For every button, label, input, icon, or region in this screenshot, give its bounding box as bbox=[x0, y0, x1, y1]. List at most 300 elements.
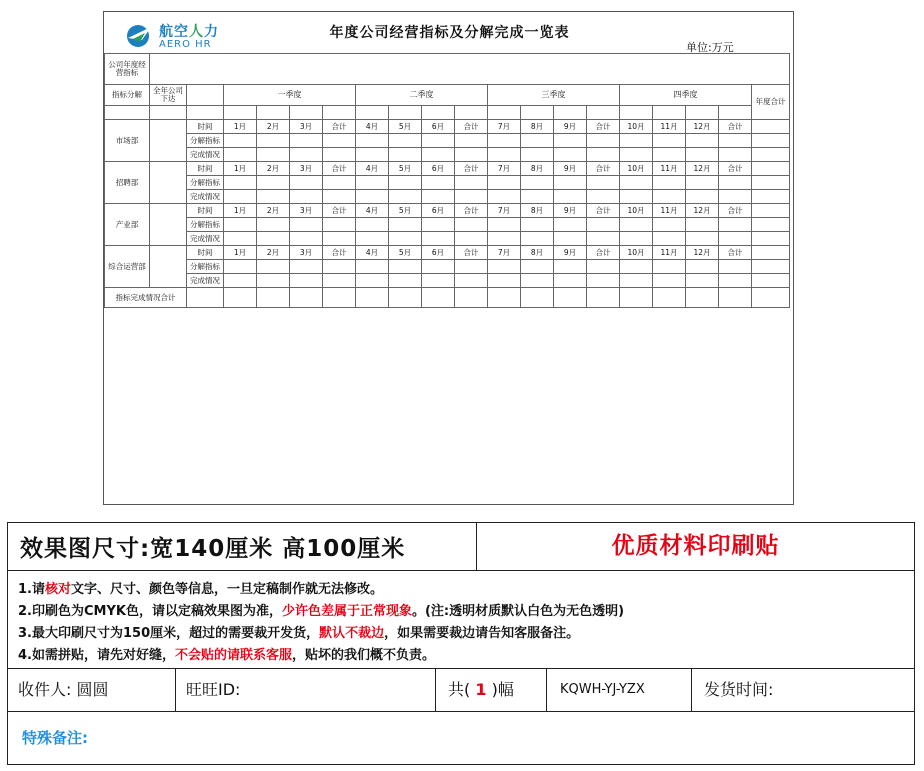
value-cell[interactable] bbox=[653, 190, 686, 204]
logo-text-en: AERO HR bbox=[159, 39, 212, 50]
month-header: 7月 bbox=[488, 162, 521, 176]
month-header: 合计 bbox=[719, 246, 752, 260]
value-cell[interactable] bbox=[290, 176, 323, 190]
recipient-field[interactable]: 收件人: 圆圆 bbox=[18, 680, 109, 699]
header-spacer-cell bbox=[653, 106, 686, 120]
value-cell[interactable] bbox=[554, 134, 587, 148]
dept-time-row bbox=[105, 246, 790, 260]
value-cell[interactable] bbox=[389, 148, 422, 162]
value-cell[interactable] bbox=[257, 190, 290, 204]
dept-sub-row bbox=[105, 148, 790, 162]
sub-row-label: 完成情况 bbox=[187, 274, 224, 288]
value-cell[interactable] bbox=[422, 260, 455, 274]
month-header: 合计 bbox=[587, 120, 620, 134]
promo-text: 优质材料印刷贴 bbox=[611, 533, 780, 559]
dept-sub-row bbox=[105, 218, 790, 232]
month-header: 4月 bbox=[356, 246, 389, 260]
month-header: 合计 bbox=[323, 162, 356, 176]
total-value-cell[interactable] bbox=[686, 288, 719, 308]
value-cell[interactable] bbox=[257, 148, 290, 162]
value-cell[interactable] bbox=[290, 274, 323, 288]
value-cell[interactable] bbox=[323, 274, 356, 288]
value-cell[interactable] bbox=[356, 232, 389, 246]
month-header: 5月 bbox=[389, 162, 422, 176]
month-header: 10月 bbox=[620, 204, 653, 218]
total-value-cell[interactable] bbox=[187, 288, 224, 308]
value-cell[interactable] bbox=[752, 148, 790, 162]
department-name: 招聘部 bbox=[105, 162, 150, 204]
effect-size-text: 效果图尺寸:宽140厘米 高100厘米 bbox=[20, 536, 406, 562]
value-cell[interactable] bbox=[224, 260, 257, 274]
total-value-cell[interactable] bbox=[752, 288, 790, 308]
value-cell[interactable] bbox=[224, 218, 257, 232]
full-year-value-cell[interactable] bbox=[150, 204, 187, 246]
month-header: 合计 bbox=[587, 162, 620, 176]
value-cell[interactable] bbox=[521, 176, 554, 190]
value-cell[interactable] bbox=[389, 218, 422, 232]
value-cell[interactable] bbox=[752, 190, 790, 204]
value-cell[interactable] bbox=[323, 134, 356, 148]
value-cell[interactable] bbox=[686, 218, 719, 232]
month-header: 5月 bbox=[389, 204, 422, 218]
note-text: 1.请 bbox=[18, 582, 45, 597]
value-cell[interactable] bbox=[554, 190, 587, 204]
value-cell[interactable] bbox=[653, 176, 686, 190]
value-cell[interactable] bbox=[686, 232, 719, 246]
header-spacer-cell bbox=[150, 106, 187, 120]
size-row bbox=[8, 523, 914, 571]
note-text: 2.印刷色为CMYK色，请以定稿效果图为准， bbox=[18, 604, 282, 619]
value-cell[interactable] bbox=[455, 148, 488, 162]
value-cell[interactable] bbox=[422, 176, 455, 190]
value-cell[interactable] bbox=[620, 134, 653, 148]
header-spacer-cell bbox=[719, 106, 752, 120]
time-label: 时间 bbox=[187, 204, 224, 218]
dept-time-row bbox=[105, 120, 790, 134]
header-spacer-cell bbox=[521, 106, 554, 120]
note-line-1 bbox=[18, 578, 383, 597]
value-cell[interactable] bbox=[554, 218, 587, 232]
value-cell[interactable] bbox=[521, 260, 554, 274]
value-cell[interactable] bbox=[257, 274, 290, 288]
full-year-value-cell[interactable] bbox=[150, 162, 187, 204]
month-header: 12月 bbox=[686, 246, 719, 260]
value-cell[interactable] bbox=[653, 134, 686, 148]
value-cell[interactable] bbox=[587, 232, 620, 246]
month-header: 3月 bbox=[290, 246, 323, 260]
remark-row bbox=[8, 711, 914, 764]
value-cell[interactable] bbox=[356, 190, 389, 204]
value-cell[interactable] bbox=[554, 274, 587, 288]
value-cell[interactable] bbox=[455, 274, 488, 288]
value-cell[interactable] bbox=[422, 190, 455, 204]
month-header: 2月 bbox=[257, 246, 290, 260]
month-header: 合计 bbox=[323, 246, 356, 260]
month-header: 2月 bbox=[257, 120, 290, 134]
value-cell[interactable] bbox=[389, 232, 422, 246]
month-header: 9月 bbox=[554, 204, 587, 218]
sub-row-label: 分解指标 bbox=[187, 134, 224, 148]
value-cell[interactable] bbox=[719, 232, 752, 246]
value-cell[interactable] bbox=[224, 274, 257, 288]
value-cell[interactable] bbox=[257, 232, 290, 246]
month-header: 合计 bbox=[455, 162, 488, 176]
month-header: 合计 bbox=[323, 120, 356, 134]
month-header: 1月 bbox=[224, 204, 257, 218]
value-cell[interactable] bbox=[587, 218, 620, 232]
total-value-cell[interactable] bbox=[422, 288, 455, 308]
value-cell[interactable] bbox=[323, 176, 356, 190]
value-cell[interactable] bbox=[620, 148, 653, 162]
sub-row-label: 完成情况 bbox=[187, 232, 224, 246]
month-header: 11月 bbox=[653, 204, 686, 218]
value-cell[interactable] bbox=[752, 176, 790, 190]
note-text: 。(注:透明材质默认白色为无色透明) bbox=[411, 604, 625, 619]
month-header: 合计 bbox=[719, 162, 752, 176]
value-cell[interactable] bbox=[587, 190, 620, 204]
value-cell[interactable] bbox=[455, 218, 488, 232]
value-cell[interactable] bbox=[554, 148, 587, 162]
value-cell[interactable] bbox=[488, 260, 521, 274]
department-name: 市场部 bbox=[105, 120, 150, 162]
value-cell[interactable] bbox=[389, 176, 422, 190]
value-cell[interactable] bbox=[653, 260, 686, 274]
dept-sub-row bbox=[105, 176, 790, 190]
value-cell[interactable] bbox=[488, 134, 521, 148]
month-header: 合计 bbox=[455, 120, 488, 134]
value-cell[interactable] bbox=[488, 274, 521, 288]
unit-label: 单位:万元 bbox=[686, 41, 734, 54]
value-cell[interactable] bbox=[521, 218, 554, 232]
value-cell[interactable] bbox=[224, 176, 257, 190]
month-header: 3月 bbox=[290, 204, 323, 218]
month-header: 10月 bbox=[620, 120, 653, 134]
month-header: 9月 bbox=[554, 246, 587, 260]
sheet-title: 年度公司经营指标及分解完成一览表 bbox=[329, 25, 570, 41]
value-cell[interactable] bbox=[356, 260, 389, 274]
ship-time-field[interactable]: 发货时间: bbox=[704, 680, 774, 699]
value-cell[interactable] bbox=[521, 274, 554, 288]
value-cell[interactable] bbox=[455, 260, 488, 274]
month-header: 10月 bbox=[620, 246, 653, 260]
sub-row-label: 分解指标 bbox=[187, 218, 224, 232]
month-header: 8月 bbox=[521, 120, 554, 134]
month-header: 合计 bbox=[587, 246, 620, 260]
total-value-cell[interactable] bbox=[290, 288, 323, 308]
value-cell[interactable] bbox=[719, 260, 752, 274]
annual-target-value[interactable] bbox=[150, 54, 790, 85]
header-blank-cell bbox=[187, 85, 224, 106]
note-highlight: 不会贴的请联系客服 bbox=[174, 648, 292, 663]
value-cell[interactable] bbox=[587, 274, 620, 288]
value-cell[interactable] bbox=[323, 148, 356, 162]
value-cell[interactable] bbox=[455, 176, 488, 190]
header-spacer-cell bbox=[105, 106, 150, 120]
value-cell[interactable] bbox=[620, 260, 653, 274]
total-value-cell[interactable] bbox=[389, 288, 422, 308]
annual-total-cell[interactable] bbox=[752, 162, 790, 176]
header-spacer-cell bbox=[620, 106, 653, 120]
value-cell[interactable] bbox=[752, 218, 790, 232]
value-cell[interactable] bbox=[752, 260, 790, 274]
value-cell[interactable] bbox=[290, 232, 323, 246]
value-cell[interactable] bbox=[752, 232, 790, 246]
value-cell[interactable] bbox=[488, 148, 521, 162]
month-header: 合计 bbox=[587, 204, 620, 218]
department-name: 产业部 bbox=[105, 204, 150, 246]
value-cell[interactable] bbox=[587, 176, 620, 190]
time-label: 时间 bbox=[187, 120, 224, 134]
month-header: 4月 bbox=[356, 204, 389, 218]
value-cell[interactable] bbox=[323, 260, 356, 274]
value-cell[interactable] bbox=[422, 218, 455, 232]
month-header: 12月 bbox=[686, 120, 719, 134]
month-header: 9月 bbox=[554, 120, 587, 134]
value-cell[interactable] bbox=[488, 218, 521, 232]
value-cell[interactable] bbox=[620, 176, 653, 190]
value-cell[interactable] bbox=[422, 274, 455, 288]
annual-target-label: 公司年度经营指标 bbox=[105, 54, 150, 85]
special-remark-label: 特殊备注: bbox=[22, 729, 88, 747]
month-header: 4月 bbox=[356, 162, 389, 176]
value-cell[interactable] bbox=[257, 176, 290, 190]
month-header: 1月 bbox=[224, 120, 257, 134]
total-value-cell[interactable] bbox=[653, 288, 686, 308]
wangwang-id-field[interactable]: 旺旺ID: bbox=[186, 680, 241, 699]
annual-total-header: 年度合计 bbox=[752, 85, 790, 120]
total-value-cell[interactable] bbox=[323, 288, 356, 308]
value-cell[interactable] bbox=[521, 148, 554, 162]
value-cell[interactable] bbox=[686, 134, 719, 148]
month-header: 9月 bbox=[554, 162, 587, 176]
value-cell[interactable] bbox=[389, 274, 422, 288]
note-text: 4.如需拼贴，请先对好缝， bbox=[18, 648, 175, 663]
month-header: 1月 bbox=[224, 246, 257, 260]
value-cell[interactable] bbox=[752, 274, 790, 288]
full-year-value-cell[interactable] bbox=[150, 246, 187, 288]
dept-sub-row bbox=[105, 190, 790, 204]
value-cell[interactable] bbox=[620, 190, 653, 204]
logo-text-cn: 航空人力 bbox=[159, 24, 219, 40]
value-cell[interactable] bbox=[554, 176, 587, 190]
month-header: 8月 bbox=[521, 204, 554, 218]
value-cell[interactable] bbox=[719, 134, 752, 148]
value-cell[interactable] bbox=[323, 190, 356, 204]
value-cell[interactable] bbox=[356, 134, 389, 148]
month-header: 11月 bbox=[653, 120, 686, 134]
value-cell[interactable] bbox=[356, 148, 389, 162]
header-spacer-cell bbox=[686, 106, 719, 120]
value-cell[interactable] bbox=[422, 232, 455, 246]
note-text: ，如果需要裁边请告知客服备注。 bbox=[384, 626, 580, 641]
total-row bbox=[105, 288, 790, 308]
total-value-cell[interactable] bbox=[620, 288, 653, 308]
value-cell[interactable] bbox=[224, 148, 257, 162]
value-cell[interactable] bbox=[653, 148, 686, 162]
value-cell[interactable] bbox=[257, 260, 290, 274]
value-cell[interactable] bbox=[422, 148, 455, 162]
value-cell[interactable] bbox=[389, 134, 422, 148]
total-value-cell[interactable] bbox=[719, 288, 752, 308]
value-cell[interactable] bbox=[257, 218, 290, 232]
full-year-value-cell[interactable] bbox=[150, 120, 187, 162]
value-cell[interactable] bbox=[389, 260, 422, 274]
quarter-2-header: 二季度 bbox=[356, 85, 488, 106]
value-cell[interactable] bbox=[686, 190, 719, 204]
value-cell[interactable] bbox=[290, 190, 323, 204]
value-cell[interactable] bbox=[686, 148, 719, 162]
header-spacer-cell bbox=[323, 106, 356, 120]
value-cell[interactable] bbox=[554, 260, 587, 274]
value-cell[interactable] bbox=[488, 176, 521, 190]
value-cell[interactable] bbox=[752, 134, 790, 148]
total-value-cell[interactable] bbox=[554, 288, 587, 308]
divider bbox=[175, 668, 176, 711]
header-spacer-cell bbox=[554, 106, 587, 120]
department-name: 综合运营部 bbox=[105, 246, 150, 288]
month-header: 合计 bbox=[455, 204, 488, 218]
value-cell[interactable] bbox=[620, 232, 653, 246]
breakdown-label: 指标分解 bbox=[105, 85, 150, 106]
value-cell[interactable] bbox=[620, 274, 653, 288]
month-header: 11月 bbox=[653, 162, 686, 176]
value-cell[interactable] bbox=[488, 232, 521, 246]
value-cell[interactable] bbox=[521, 232, 554, 246]
value-cell[interactable] bbox=[653, 218, 686, 232]
value-cell[interactable] bbox=[323, 232, 356, 246]
value-cell[interactable] bbox=[719, 274, 752, 288]
value-cell[interactable] bbox=[686, 176, 719, 190]
month-header: 12月 bbox=[686, 204, 719, 218]
value-cell[interactable] bbox=[455, 134, 488, 148]
month-header: 7月 bbox=[488, 246, 521, 260]
total-value-cell[interactable] bbox=[488, 288, 521, 308]
value-cell[interactable] bbox=[224, 134, 257, 148]
header-spacer-cell bbox=[356, 106, 389, 120]
value-cell[interactable] bbox=[719, 190, 752, 204]
value-cell[interactable] bbox=[290, 148, 323, 162]
value-cell[interactable] bbox=[719, 176, 752, 190]
sub-row-label: 分解指标 bbox=[187, 176, 224, 190]
value-cell[interactable] bbox=[653, 232, 686, 246]
value-cell[interactable] bbox=[521, 134, 554, 148]
annual-total-cell[interactable] bbox=[752, 246, 790, 260]
total-value-cell[interactable] bbox=[455, 288, 488, 308]
value-cell[interactable] bbox=[224, 232, 257, 246]
value-cell[interactable] bbox=[356, 176, 389, 190]
copy-count-suffix: )幅 bbox=[491, 680, 514, 699]
value-cell[interactable] bbox=[653, 274, 686, 288]
month-header: 8月 bbox=[521, 246, 554, 260]
month-header: 7月 bbox=[488, 204, 521, 218]
value-cell[interactable] bbox=[686, 260, 719, 274]
header-spacer-cell bbox=[455, 106, 488, 120]
value-cell[interactable] bbox=[323, 218, 356, 232]
month-header: 10月 bbox=[620, 162, 653, 176]
divider bbox=[435, 668, 436, 711]
header-spacer-cell bbox=[187, 106, 224, 120]
value-cell[interactable] bbox=[554, 232, 587, 246]
month-header: 2月 bbox=[257, 204, 290, 218]
order-info-panel bbox=[7, 522, 915, 765]
value-cell[interactable] bbox=[686, 274, 719, 288]
header-spacer-cell bbox=[290, 106, 323, 120]
note-highlight: 少许色差属于正常现象 bbox=[281, 604, 412, 619]
month-header: 6月 bbox=[422, 162, 455, 176]
note-line-3 bbox=[18, 622, 579, 641]
month-header: 2月 bbox=[257, 162, 290, 176]
note-text: ，贴坏的我们概不负责。 bbox=[292, 648, 436, 663]
copy-count bbox=[448, 668, 514, 711]
poster-sheet bbox=[103, 11, 794, 505]
total-value-cell[interactable] bbox=[257, 288, 290, 308]
quarter-4-header: 四季度 bbox=[620, 85, 752, 106]
value-cell[interactable] bbox=[290, 134, 323, 148]
value-cell[interactable] bbox=[719, 148, 752, 162]
value-cell[interactable] bbox=[224, 190, 257, 204]
value-cell[interactable] bbox=[488, 190, 521, 204]
header-spacer-cell bbox=[257, 106, 290, 120]
month-header: 5月 bbox=[389, 120, 422, 134]
value-cell[interactable] bbox=[389, 190, 422, 204]
order-code: KQWH-YJ-YZX bbox=[560, 682, 645, 697]
month-header: 6月 bbox=[422, 204, 455, 218]
dept-sub-row bbox=[105, 232, 790, 246]
note-highlight: 核对 bbox=[44, 582, 71, 597]
note-text: 3.最大印刷尺寸为150厘米，超过的需要裁开发货， bbox=[18, 626, 320, 641]
month-header: 合计 bbox=[323, 204, 356, 218]
value-cell[interactable] bbox=[521, 190, 554, 204]
notes-block bbox=[8, 570, 914, 669]
value-cell[interactable] bbox=[455, 190, 488, 204]
total-value-cell[interactable] bbox=[356, 288, 389, 308]
copy-count-prefix: 共( bbox=[448, 680, 471, 699]
shipping-row bbox=[8, 668, 914, 712]
dept-sub-row bbox=[105, 134, 790, 148]
value-cell[interactable] bbox=[290, 218, 323, 232]
annual-total-cell[interactable] bbox=[752, 204, 790, 218]
month-header: 6月 bbox=[422, 120, 455, 134]
time-label: 时间 bbox=[187, 246, 224, 260]
annual-total-cell[interactable] bbox=[752, 120, 790, 134]
time-label: 时间 bbox=[187, 162, 224, 176]
dept-sub-row bbox=[105, 274, 790, 288]
value-cell[interactable] bbox=[356, 218, 389, 232]
value-cell[interactable] bbox=[620, 218, 653, 232]
value-cell[interactable] bbox=[422, 134, 455, 148]
header-spacer-cell bbox=[488, 106, 521, 120]
value-cell[interactable] bbox=[257, 134, 290, 148]
value-cell[interactable] bbox=[587, 134, 620, 148]
note-text: 文字、尺寸、颜色等信息，一旦定稿制作就无法修改。 bbox=[71, 582, 384, 597]
month-header: 7月 bbox=[488, 120, 521, 134]
total-value-cell[interactable] bbox=[521, 288, 554, 308]
quarter-3-header: 三季度 bbox=[488, 85, 620, 106]
value-cell[interactable] bbox=[455, 232, 488, 246]
divider bbox=[546, 668, 547, 711]
value-cell[interactable] bbox=[290, 260, 323, 274]
note-highlight: 默认不裁边 bbox=[319, 626, 385, 641]
value-cell[interactable] bbox=[587, 148, 620, 162]
value-cell[interactable] bbox=[587, 260, 620, 274]
total-value-cell[interactable] bbox=[224, 288, 257, 308]
header-spacer-cell bbox=[224, 106, 257, 120]
total-value-cell[interactable] bbox=[587, 288, 620, 308]
quarter-1-header: 一季度 bbox=[224, 85, 356, 106]
value-cell[interactable] bbox=[356, 274, 389, 288]
value-cell[interactable] bbox=[719, 218, 752, 232]
full-year-issue-label: 全年公司下达 bbox=[150, 85, 187, 106]
